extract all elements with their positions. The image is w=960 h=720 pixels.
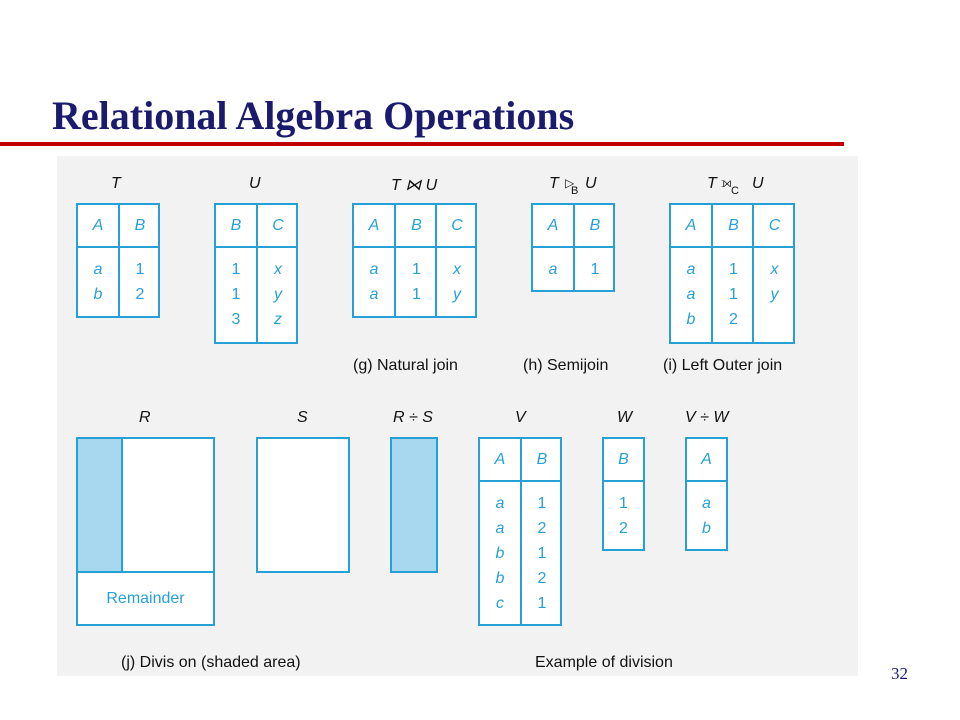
header-cell: B: [536, 451, 548, 468]
table-semijoin: [531, 203, 615, 292]
data-cell: a: [369, 261, 379, 278]
semijoin-right: U: [585, 175, 597, 192]
data-cell: a: [686, 261, 696, 278]
data-cell: a: [702, 495, 711, 512]
table-U: [214, 203, 298, 344]
header-cell: B: [618, 451, 629, 468]
slide-number: 32: [891, 664, 908, 683]
label-left-outer-join: [707, 174, 764, 197]
data-cell: b: [495, 570, 505, 587]
data-cell: y: [770, 286, 779, 303]
label-R: R: [139, 409, 151, 426]
data-cell: c: [496, 595, 504, 612]
title-underline: [0, 142, 844, 146]
data-cell: x: [274, 261, 282, 278]
outerjoin-left: T: [707, 175, 717, 192]
table-T: [76, 203, 160, 318]
data-cell: 1: [412, 286, 421, 303]
header-cell: B: [728, 217, 739, 234]
header-cell: C: [768, 217, 781, 234]
data-cell: b: [495, 545, 505, 562]
header-cell: A: [701, 451, 712, 468]
header-cell: B: [134, 217, 146, 234]
header-cell: B: [589, 217, 601, 234]
data-cell: a: [548, 261, 558, 278]
data-cell: 1: [590, 261, 600, 278]
relation-R-div-S-box: [390, 437, 438, 573]
data-cell: a: [369, 286, 379, 303]
label-S: S: [297, 409, 308, 426]
data-cell: a: [686, 286, 696, 303]
header-cell: C: [272, 217, 284, 234]
header-cell: A: [685, 217, 697, 234]
semijoin-left: T: [549, 175, 559, 192]
data-cell: 1: [412, 261, 421, 278]
data-cell: 1: [729, 286, 738, 303]
remainder-label: Remainder: [106, 590, 185, 607]
caption-left-outer-join: (i) Left Outer join: [663, 357, 783, 374]
header-cell: B: [411, 217, 422, 234]
data-cell: z: [274, 311, 282, 328]
caption-example-division: Example of division: [535, 654, 673, 671]
label-V-div-W: V ÷ W: [685, 409, 729, 426]
data-cell: b: [702, 520, 711, 537]
header-cell: A: [494, 451, 506, 468]
semijoin-icon: ▷: [565, 176, 575, 190]
outerjoin-right: U: [752, 175, 764, 192]
label-T: T: [111, 175, 121, 192]
data-cell: 2: [537, 520, 547, 537]
left-outer-join-icon: ⟕: [721, 174, 732, 190]
table-natural-join: [352, 203, 477, 318]
table-left-outer-join: [669, 203, 795, 344]
slide-title: Relational Algebra Operations: [52, 93, 575, 138]
data-cell: 1: [537, 595, 547, 612]
caption-semijoin: (h) Semijoin: [523, 357, 609, 374]
label-U: U: [249, 175, 261, 192]
header-cell: B: [230, 217, 242, 234]
label-R-div-S: R ÷ S: [393, 409, 433, 426]
data-cell: y: [274, 286, 282, 303]
data-cell: 2: [729, 311, 738, 328]
table-V-div-W: [685, 437, 728, 551]
data-cell: 1: [729, 261, 738, 278]
data-cell: 2: [619, 520, 628, 537]
data-cell: 1: [537, 495, 547, 512]
data-cell: y: [453, 286, 461, 303]
label-W: W: [617, 409, 633, 426]
outerjoin-subscript: C: [731, 185, 739, 197]
caption-division: (j) Divis on (shaded area): [121, 654, 301, 671]
data-cell: 1: [231, 261, 241, 278]
header-cell: A: [547, 217, 559, 234]
data-cell: 1: [231, 286, 241, 303]
table-V: [478, 437, 562, 626]
label-natural-join: T ⋈ U: [391, 177, 438, 194]
relation-S-box: [256, 437, 350, 573]
data-cell: 1: [537, 545, 547, 562]
label-semijoin: [549, 175, 597, 197]
label-V: V: [515, 409, 526, 426]
data-cell: a: [495, 520, 505, 537]
data-cell: 1: [619, 495, 628, 512]
data-cell: x: [770, 261, 779, 278]
relation-R-shaded-area: [76, 437, 123, 573]
data-cell: b: [686, 311, 696, 328]
header-cell: A: [92, 217, 104, 234]
header-cell: A: [368, 217, 380, 234]
data-cell: a: [93, 261, 103, 278]
data-cell: 1: [135, 261, 145, 278]
data-cell: 3: [231, 311, 241, 328]
header-cell: C: [451, 217, 463, 234]
table-W: [602, 437, 645, 551]
data-cell: a: [495, 495, 505, 512]
semijoin-subscript: B: [571, 185, 579, 197]
data-cell: b: [93, 286, 103, 303]
data-cell: x: [453, 261, 461, 278]
data-cell: 2: [537, 570, 547, 587]
data-cell: 2: [135, 286, 145, 303]
caption-natural-join: (g) Natural join: [353, 357, 458, 374]
